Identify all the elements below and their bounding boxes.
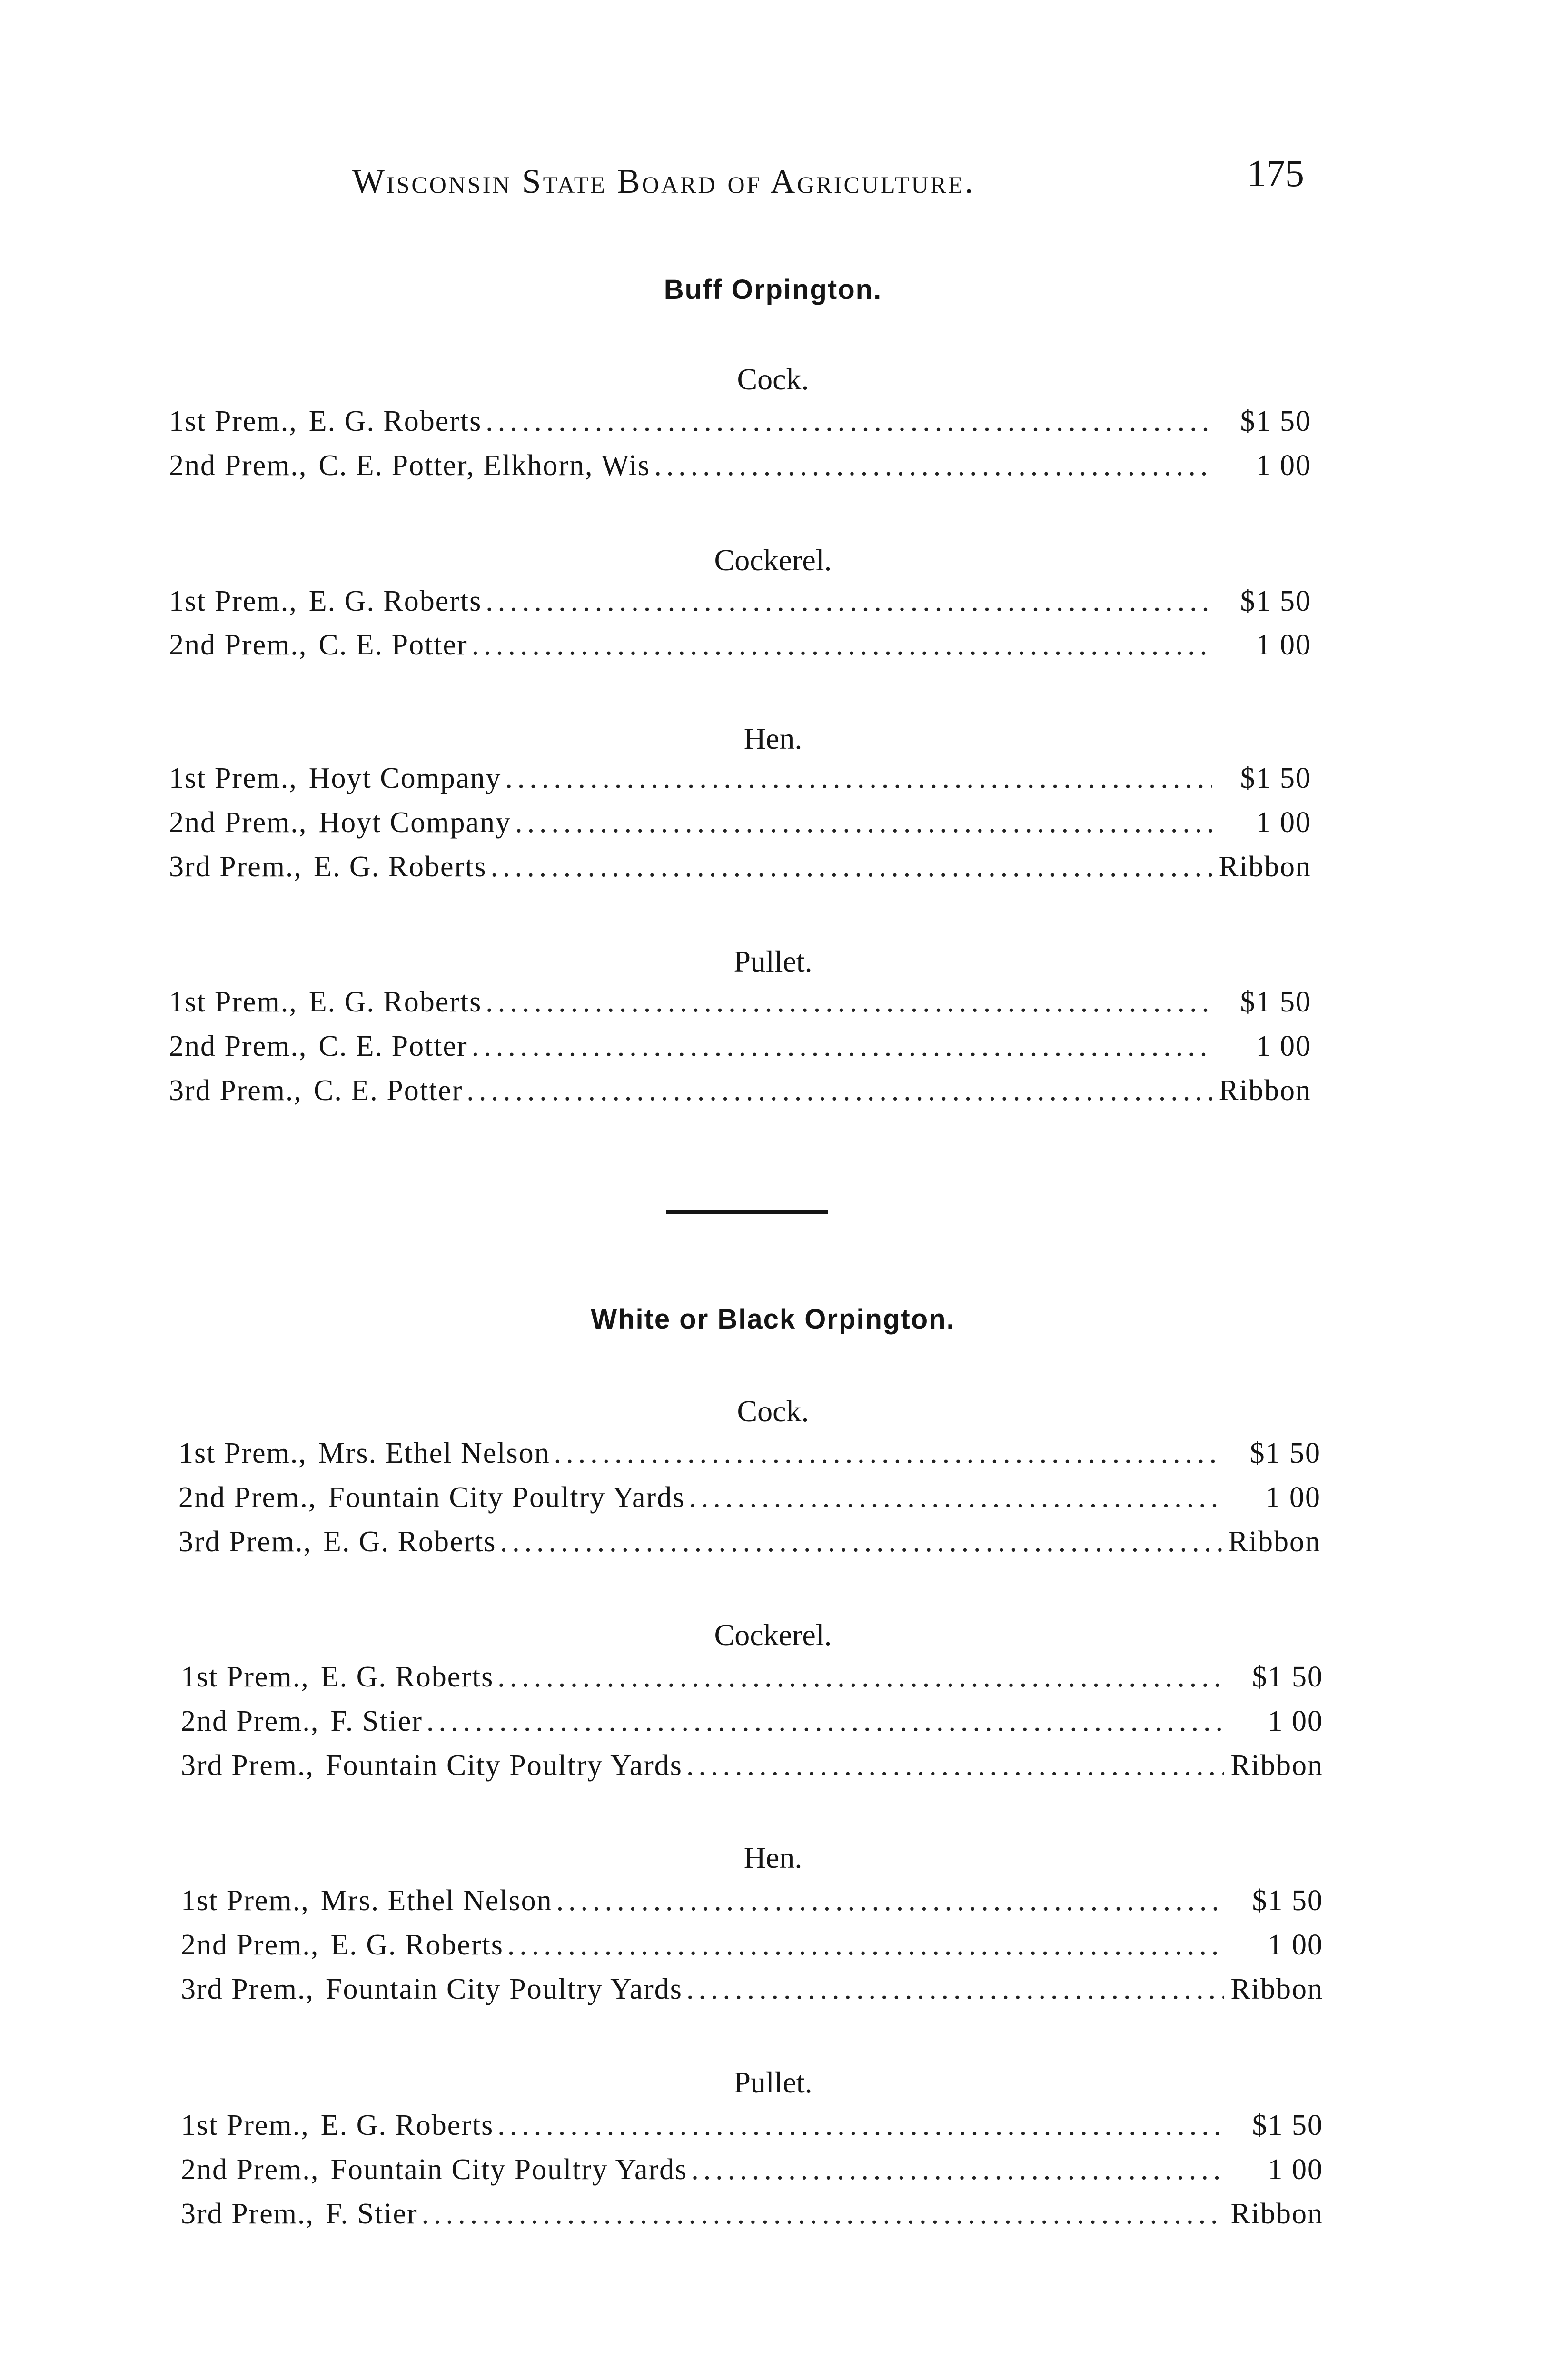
award-amount: 1 00 (1256, 1030, 1311, 1062)
premium-place: 3rd Prem. (178, 1526, 304, 1558)
exhibitor-name: Hoyt Company (318, 806, 511, 839)
subsection-title-hen: Hen. (743, 1841, 803, 1874)
premium-place: 3rd Prem. (169, 1074, 294, 1107)
award-amount: 1 00 (1256, 806, 1311, 839)
dot-leader (686, 1749, 1224, 1783)
subsection-title-pullet: Pullet. (733, 944, 813, 978)
award-amount: $1 50 (1240, 405, 1311, 437)
premium-place: 1st Prem. (181, 1661, 301, 1693)
premium-place: 2nd Prem. (181, 2153, 311, 2186)
premium-place: 1st Prem. (169, 986, 289, 1018)
award-entry: 1st Prem. , E. G. Roberts ..... $1 50 (169, 985, 1311, 1028)
award-amount: Ribbon (1230, 2198, 1323, 2230)
award-amount: Ribbon (1219, 1074, 1311, 1107)
award-entry: 2nd Prem. , C. E. Potter ..... 1 00 (169, 1030, 1311, 1072)
subsection-title-hen: Hen. (743, 722, 803, 755)
award-entry: 3rd Prem. , E. G. Roberts ..... Ribbon (169, 850, 1311, 893)
dot-leader (422, 2197, 1224, 2231)
award-amount: 1 00 (1265, 1481, 1321, 1514)
dot-leader (505, 762, 1212, 795)
exhibitor-name: Hoyt Company (308, 762, 502, 794)
section-title: Buff Orpington. (664, 274, 882, 305)
award-entry: 2nd Prem. , Fountain City Poultry Yards ..... 1 00 (178, 1481, 1321, 1524)
award-amount: Ribbon (1228, 1526, 1321, 1558)
award-entry: 1st Prem. , E. G. Roberts ..... $1 50 (181, 2109, 1323, 2152)
award-amount: $1 50 (1252, 1661, 1323, 1693)
exhibitor-name: Fountain City Poultry Yards (330, 2153, 688, 2186)
section-divider-rule (666, 1210, 828, 1214)
dot-leader (486, 585, 1212, 618)
exhibitor-name: C. E. Potter (314, 1074, 463, 1107)
award-entry: 1st Prem. , Mrs. Ethel Nelson ..... $1 50 (178, 1437, 1321, 1479)
dot-leader (497, 1660, 1224, 1694)
exhibitor-name: Mrs. Ethel Nelson (318, 1437, 550, 1469)
premium-place: 3rd Prem. (181, 1749, 306, 1782)
exhibitor-name: E. G. Roberts (323, 1526, 496, 1558)
section-title: White or Black Orpington. (591, 1304, 955, 1335)
award-amount: $1 50 (1240, 762, 1311, 794)
exhibitor-name: E. G. Roberts (320, 1661, 494, 1693)
award-entry: 2nd Prem. , C. E. Potter, Elkhorn, Wis ..... 1 00 (169, 449, 1311, 492)
dot-leader (497, 2109, 1224, 2142)
dot-leader (500, 1525, 1222, 1559)
premium-place: 1st Prem. (181, 2109, 301, 2142)
page-number: 175 (1247, 153, 1304, 195)
dot-leader (691, 2153, 1224, 2187)
award-amount: $1 50 (1252, 2109, 1323, 2142)
award-entry: 3rd Prem. , F. Stier ..... Ribbon (181, 2197, 1323, 2240)
award-entry: 3rd Prem. , Fountain City Poultry Yards ..... Ribbon (181, 1749, 1323, 1792)
award-entry: 1st Prem. , E. G. Roberts ..... $1 50 (181, 1660, 1323, 1703)
dot-leader (556, 1884, 1224, 1918)
award-entry: 1st Prem. , Mrs. Ethel Nelson ..... $1 50 (181, 1884, 1323, 1927)
subsection-title-cock: Cock. (737, 362, 809, 396)
subsection-title-cockerel: Cockerel. (714, 543, 832, 577)
exhibitor-name: Fountain City Poultry Yards (326, 1973, 683, 2005)
dot-leader (486, 405, 1212, 438)
premium-place: 1st Prem. (178, 1437, 299, 1469)
award-amount: Ribbon (1230, 1749, 1323, 1782)
dot-leader (472, 1030, 1212, 1063)
award-entry: 1st Prem. , E. G. Roberts ..... $1 50 (169, 405, 1311, 447)
dot-leader (486, 985, 1212, 1019)
dot-leader (686, 1973, 1224, 2006)
dot-leader (515, 806, 1212, 840)
award-amount: 1 00 (1268, 2153, 1323, 2186)
premium-place: 2nd Prem. (169, 449, 299, 482)
exhibitor-name: E. G. Roberts (308, 405, 482, 437)
premium-place: 1st Prem. (169, 762, 289, 794)
subsection-title-cock: Cock. (737, 1394, 809, 1428)
premium-place: 1st Prem. (169, 585, 289, 617)
exhibitor-name: C. E. Potter, Elkhorn, Wis (318, 449, 651, 482)
exhibitor-name: E. G. Roberts (330, 1929, 504, 1961)
award-entry: 1st Prem. , E. G. Roberts ..... $1 50 (169, 585, 1311, 627)
award-amount: 1 00 (1256, 629, 1311, 661)
exhibitor-name: E. G. Roberts (308, 986, 482, 1018)
dot-leader (507, 1928, 1224, 1962)
exhibitor-name: E. G. Roberts (320, 2109, 494, 2142)
premium-place: 1st Prem. (169, 405, 289, 437)
exhibitor-name: E. G. Roberts (314, 851, 487, 883)
award-entry: 3rd Prem. , Fountain City Poultry Yards ..... Ribbon (181, 1973, 1323, 2015)
dot-leader (466, 1074, 1212, 1108)
award-amount: 1 00 (1268, 1929, 1323, 1961)
premium-place: 3rd Prem. (169, 851, 294, 883)
premium-place: 2nd Prem. (178, 1481, 308, 1514)
award-entry: 3rd Prem. , C. E. Potter ..... Ribbon (169, 1074, 1311, 1117)
premium-place: 3rd Prem. (181, 1973, 306, 2005)
dot-leader (472, 628, 1212, 662)
page-header (0, 143, 1546, 209)
exhibitor-name: Fountain City Poultry Yards (328, 1481, 685, 1514)
running-title: Wisconsin State Board of Agriculture. (352, 162, 975, 200)
exhibitor-name: F. Stier (330, 1705, 423, 1737)
dot-leader (689, 1481, 1222, 1515)
dot-leader (491, 850, 1212, 884)
award-entry: 2nd Prem. , E. G. Roberts ..... 1 00 (181, 1928, 1323, 1971)
award-entry: 2nd Prem. , Hoyt Company ..... 1 00 (169, 806, 1311, 849)
exhibitor-name: Fountain City Poultry Yards (326, 1749, 683, 1782)
subsection-title-cockerel: Cockerel. (714, 1618, 832, 1652)
dot-leader (426, 1705, 1224, 1738)
award-entry: 2nd Prem. , F. Stier ..... 1 00 (181, 1705, 1323, 1747)
award-amount: 1 00 (1268, 1705, 1323, 1737)
premium-place: 3rd Prem. (181, 2198, 306, 2230)
exhibitor-name: C. E. Potter (318, 1030, 468, 1062)
premium-place: 2nd Prem. (169, 1030, 299, 1062)
exhibitor-name: E. G. Roberts (308, 585, 482, 617)
award-amount: 1 00 (1256, 449, 1311, 482)
dot-leader (554, 1437, 1222, 1470)
exhibitor-name: F. Stier (326, 2198, 418, 2230)
award-entry: 2nd Prem. , Fountain City Poultry Yards ..... 1 00 (181, 2153, 1323, 2196)
premium-place: 2nd Prem. (169, 629, 299, 661)
exhibitor-name: C. E. Potter (318, 629, 468, 661)
award-entry: 2nd Prem. , C. E. Potter ..... 1 00 (169, 628, 1311, 671)
award-entry: 1st Prem. , Hoyt Company ..... $1 50 (169, 762, 1311, 804)
premium-place: 2nd Prem. (181, 1705, 311, 1737)
dot-leader (654, 449, 1212, 483)
award-amount: $1 50 (1240, 585, 1311, 617)
premium-place: 1st Prem. (181, 1884, 301, 1917)
premium-place: 2nd Prem. (181, 1929, 311, 1961)
award-amount: Ribbon (1230, 1973, 1323, 2005)
award-amount: $1 50 (1252, 1884, 1323, 1917)
exhibitor-name: Mrs. Ethel Nelson (320, 1884, 553, 1917)
subsection-title-pullet: Pullet. (733, 2065, 813, 2099)
award-entry: 3rd Prem. , E. G. Roberts ..... Ribbon (178, 1525, 1321, 1568)
award-amount: $1 50 (1249, 1437, 1321, 1469)
award-amount: $1 50 (1240, 986, 1311, 1018)
premium-place: 2nd Prem. (169, 806, 299, 839)
award-amount: Ribbon (1219, 851, 1311, 883)
